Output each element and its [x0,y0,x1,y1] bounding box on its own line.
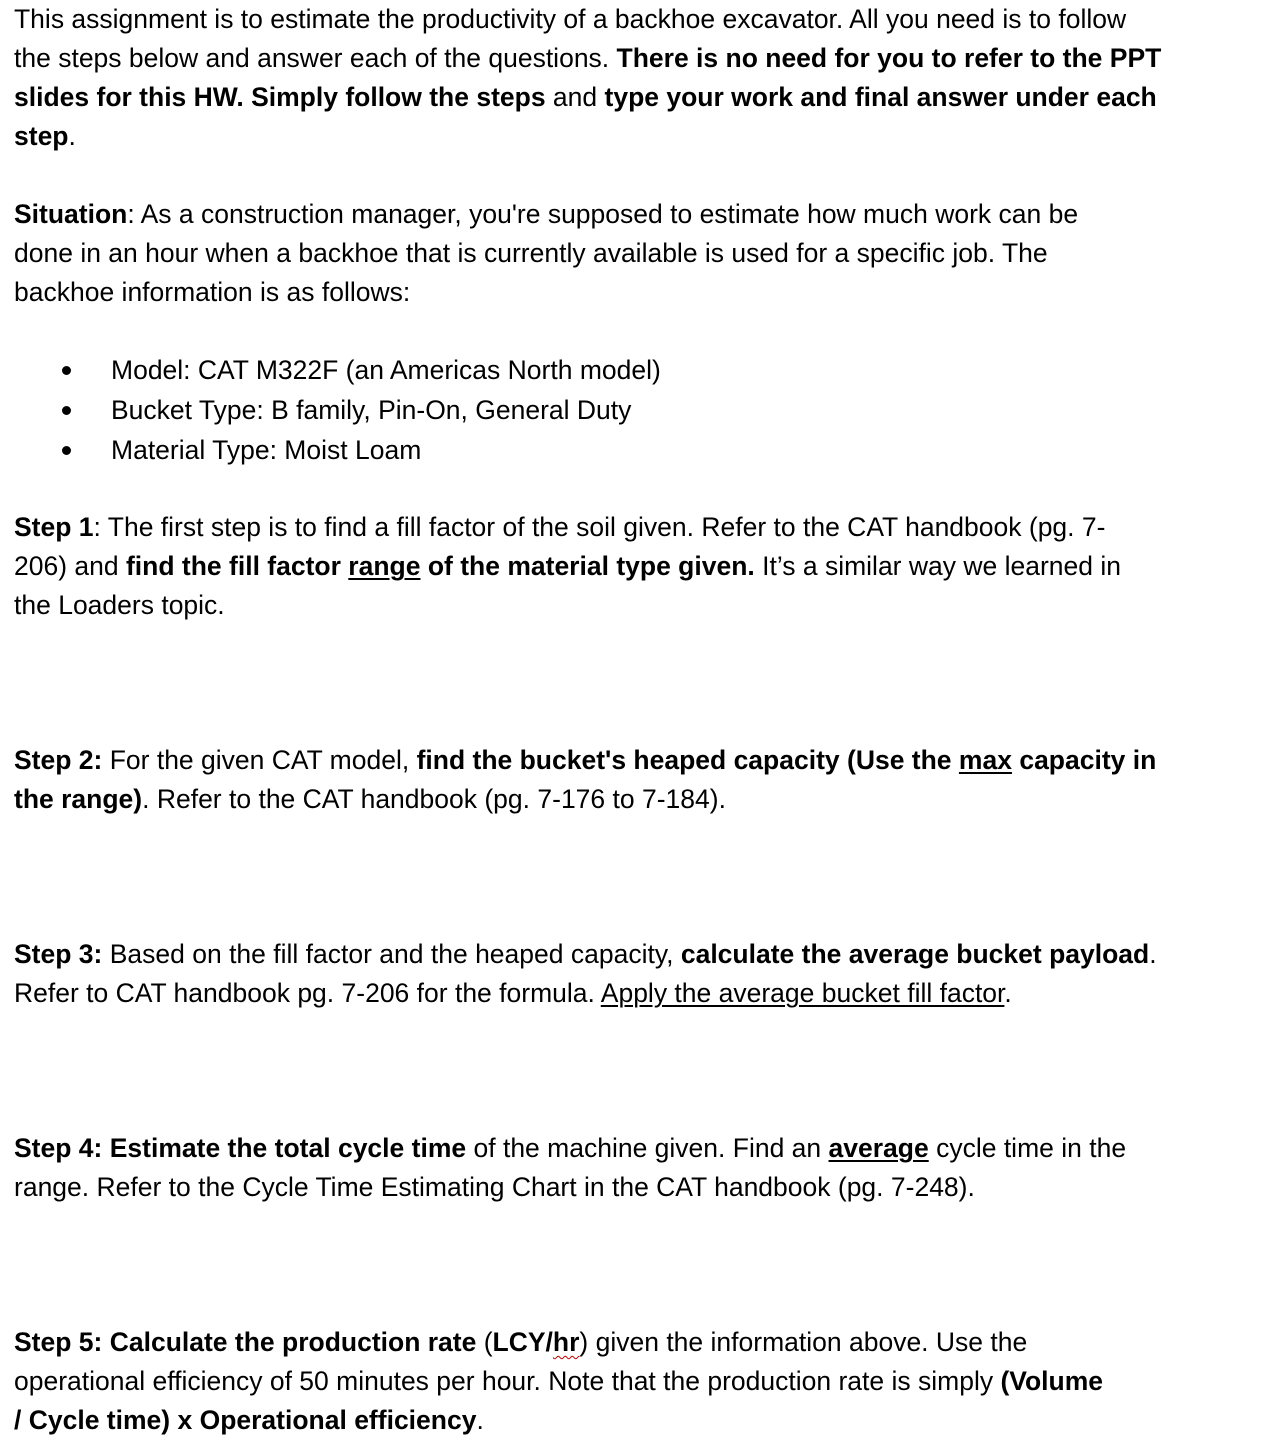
step-emphasis-underlined: max [958,745,1012,775]
intro-emphasis: There is no need for you to refer to the PPT [616,43,1162,73]
step-4-label: Step 4: Estimate the total cycle time [14,1133,467,1163]
step-text: . [1004,978,1012,1008]
step-text: 206) and [14,551,126,581]
step-emphasis: of the material type given. [420,551,755,581]
step-text: . [476,1405,484,1435]
step-emphasis: find the fill factor [125,551,349,581]
step-emphasis: calculate the average bucket payload [680,939,1150,969]
intro-paragraph [14,0,1161,156]
spellcheck-flagged-word: hr [552,1327,580,1357]
step-2-line-2 [14,780,1156,819]
step-text: It’s a similar way we learned in [754,551,1121,581]
step-2-line-1 [14,741,1156,780]
step-4-line-2: range. Refer to the Cycle Time Estimating Chart in the CAT handbook (pg. 7-248). [14,1172,975,1202]
step-emphasis: find the bucket's heaped capacity (Use the [416,745,959,775]
step-1-line-1 [14,508,1121,547]
situation-paragraph [14,195,1078,312]
situation-label: Situation [14,199,128,229]
step-3-line-1 [14,935,1157,974]
step-2-paragraph [14,741,1156,819]
step-emphasis: (Volume [1000,1366,1104,1396]
step-text: Refer to CAT handbook pg. 7-206 for the formula. [14,978,601,1008]
situation-line-3: backhoe information is as follows: [14,277,411,307]
step-3-line-2 [14,974,1157,1013]
list-item-text: Bucket Type: B family, Pin-On, General Duty [111,395,632,425]
intro-text: . [68,121,76,151]
intro-line-2 [14,39,1161,78]
intro-line-3 [14,78,1161,117]
step-5-label: Step 5: Calculate the production rate [14,1327,477,1357]
step-text: . [1149,939,1157,969]
step-text: ( [476,1327,493,1357]
step-emphasis-underlined: average [828,1133,929,1163]
step-emphasis-underlined: range [348,551,421,581]
situation-line-1 [14,195,1078,234]
step-1-label: Step 1 [14,512,94,542]
step-text: ) given the information above. Use the [579,1327,1028,1357]
step-text: . Refer to the CAT handbook (pg. 7-176 to 7-184). [142,784,726,814]
step-emphasis: / Cycle time) x Operational efficiency [14,1405,477,1435]
step-2-label: Step 2: [14,745,103,775]
intro-emphasis: step [14,121,69,151]
list-item-text: Material Type: Moist Loam [111,435,422,465]
intro-line-1: This assignment is to estimate the productivity of a backhoe excavator. All you need is to follow [14,4,1127,34]
step-emphasis: capacity in [1011,745,1157,775]
step-underlined: Apply the average bucket fill factor [600,978,1005,1008]
step-4-line-1 [14,1129,1126,1168]
bullet-icon [62,446,71,455]
bullet-icon [62,366,71,375]
step-5-line-3 [14,1401,1103,1440]
list-item-text: Model: CAT M322F (an Americas North model) [111,355,661,385]
intro-line-4 [14,117,1161,156]
situation-line-2: done in an hour when a backhoe that is currently available is used for a specific job. The [14,238,1048,268]
step-text: For the given CAT model, [102,745,417,775]
step-text: cycle time in the [928,1133,1127,1163]
step-3-label: Step 3: [14,939,103,969]
step-1-line-2 [14,547,1121,586]
step-5-line-2 [14,1362,1103,1401]
intro-emphasis: slides for this HW. Simply follow the steps [14,82,546,112]
step-1-paragraph [14,508,1121,625]
step-4-paragraph [14,1129,1126,1207]
situation-text: : As a construction manager, you're supposed to estimate how much work can be [127,199,1079,229]
step-5-paragraph [14,1323,1103,1440]
step-5-line-1 [14,1323,1103,1362]
step-text: operational efficiency of 50 minutes per hour. Note that the production rate is simply [14,1366,1001,1396]
step-emphasis: the range) [14,784,143,814]
intro-text: the steps below and answer each of the questions. [14,43,617,73]
step-1-line-3: the Loaders topic. [14,590,225,620]
step-text: Based on the fill factor and the heaped capacity, [102,939,681,969]
step-text: of the machine given. Find an [466,1133,829,1163]
bullet-icon [62,406,71,415]
step-text: : The first step is to find a fill factor of the soil given. Refer to the CAT handbook (pg. 7- [93,512,1106,542]
intro-text: and [545,82,605,112]
intro-emphasis: type your work and final answer under each [604,82,1157,112]
step-emphasis: LCY/ [492,1327,553,1357]
step-3-paragraph [14,935,1157,1013]
